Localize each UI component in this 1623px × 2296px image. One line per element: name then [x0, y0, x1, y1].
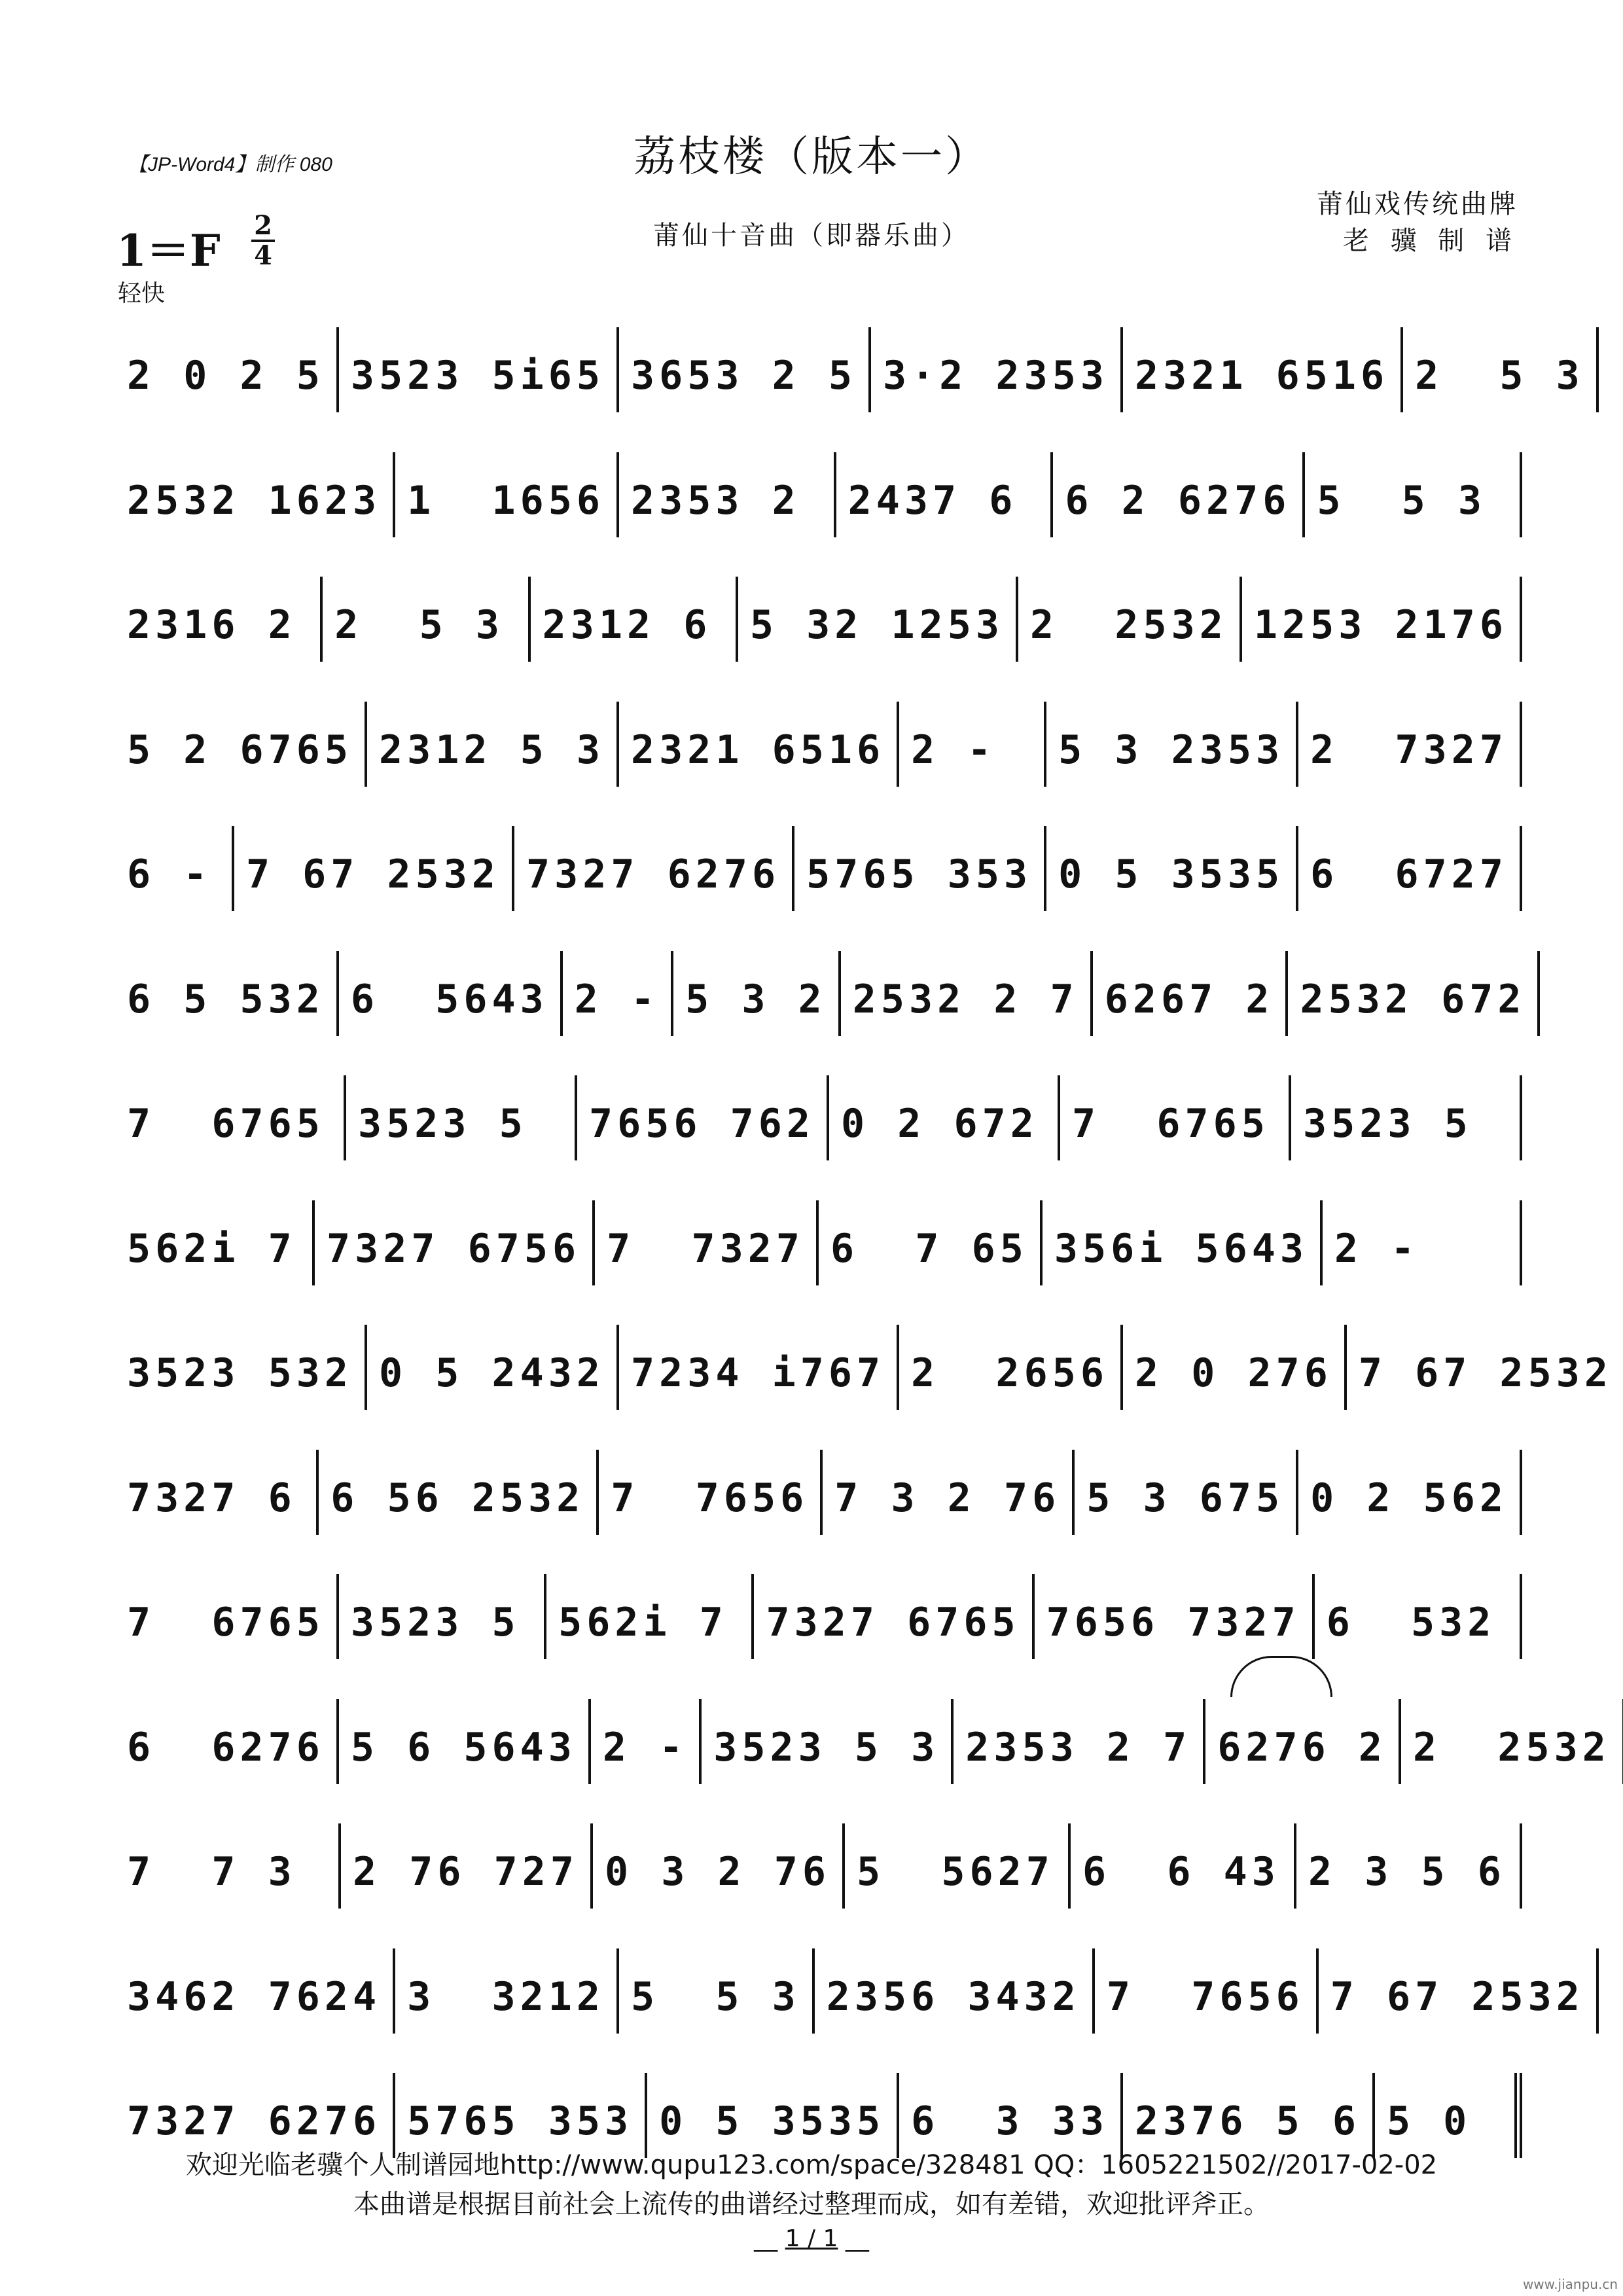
measure-notes: 3·2 2353: [882, 353, 1109, 399]
measure: [591, 1699, 702, 1784]
origin-label: 莆仙戏传统曲牌: [1317, 189, 1518, 219]
stamp-label: 【JP-Word4】制作 080: [128, 154, 332, 175]
measure-notes: 7 67 2532: [1330, 1973, 1584, 2020]
measure-notes: 5 6 5643: [350, 1724, 577, 1770]
score-row: [115, 1948, 1584, 2073]
measure-notes: 3523 5: [358, 1101, 527, 1147]
measure: [115, 327, 339, 412]
measure: [115, 1450, 319, 1535]
measure-notes: 2321 6516: [1134, 353, 1389, 399]
measure: [395, 452, 619, 537]
measure-notes: 7 67 2532: [1358, 1350, 1613, 1396]
measure: [563, 951, 673, 1036]
measure-notes: 6 5643: [350, 976, 548, 1022]
measure: [1291, 1075, 1522, 1160]
measure: [738, 577, 1018, 662]
measure: [115, 951, 339, 1036]
measure: [1296, 1823, 1522, 1909]
measure: [619, 327, 871, 412]
measure-notes: 2312 5 3: [378, 726, 605, 773]
score-row: [115, 1823, 1522, 1948]
measure-notes: 6 56 2532: [330, 1475, 585, 1521]
measure: [1123, 327, 1403, 412]
measure-notes: 2 7327: [1310, 726, 1508, 773]
measure: [395, 1948, 619, 2034]
measure: [319, 1450, 599, 1535]
measure-notes: 2 -: [911, 726, 996, 773]
measure: [346, 1075, 577, 1160]
measure: [339, 327, 619, 412]
measure-notes: 7 6765: [127, 1600, 325, 1645]
measure-notes: 7 7656: [1106, 1973, 1304, 2020]
measure: [1093, 951, 1289, 1036]
measure: [619, 1325, 899, 1410]
time-signature: [251, 210, 275, 271]
measure: [599, 1450, 823, 1535]
measure: [899, 1325, 1123, 1410]
measure: [841, 951, 1093, 1036]
measure: [115, 1200, 315, 1285]
measure-notes: 2 -: [574, 976, 660, 1022]
measure-notes: 6 6276: [127, 1724, 325, 1770]
measure-notes: 5 3 2: [685, 976, 827, 1022]
score-row: [115, 452, 1522, 577]
measure-notes: 2 0 276: [1134, 1350, 1332, 1396]
measure-notes: 7 3 2 76: [834, 1475, 1061, 1521]
measure-notes: 7 67 2532: [245, 852, 501, 897]
measure: [673, 951, 841, 1036]
measure: [1095, 1948, 1319, 2034]
measure-notes: 5 3 675: [1086, 1475, 1285, 1521]
measure-notes: 2532 1623: [127, 477, 382, 524]
measure: [1315, 1574, 1522, 1659]
measure-notes: 0 3 2 76: [605, 1849, 830, 1895]
footer-line-1: 欢迎光临老骥个人制谱园地http://www.qupu123.com/space/328481 QQ：1605221502//2017-02-02: [185, 2150, 1438, 2180]
measure-notes: 6 -: [127, 852, 212, 897]
measure: [871, 327, 1123, 412]
page-number: __ 1 / 1 __: [754, 2225, 869, 2252]
measure: [315, 1200, 595, 1285]
measure-notes: 0 5 2432: [378, 1350, 605, 1396]
measure: [823, 1450, 1075, 1535]
measure: [836, 452, 1054, 537]
measure: [367, 702, 619, 787]
measure-notes: 2 2532: [1030, 602, 1228, 648]
measure-notes: 2 -: [1334, 1225, 1419, 1272]
footer-line-2: 本曲谱是根据目前社会上流传的曲谱经过整理而成，如有差错，欢迎批评斧正。: [353, 2189, 1270, 2219]
measure: [1305, 452, 1522, 537]
measure-notes: 7327 6756: [327, 1225, 581, 1272]
measure: [593, 1823, 845, 1909]
measure: [1035, 1574, 1315, 1659]
page-number-text: 1 / 1: [785, 2225, 838, 2252]
measure: [619, 1948, 815, 2034]
measure: [1046, 826, 1298, 911]
score: [115, 327, 1613, 2198]
measure: [1298, 1450, 1522, 1535]
measure-notes: 7327 6765: [766, 1600, 1020, 1645]
measure-notes: 3462 7624: [127, 1973, 382, 2020]
measure: [234, 826, 514, 911]
measure-notes: 7 7327: [607, 1225, 804, 1272]
measure-notes: 7234 i767: [630, 1350, 885, 1396]
measure-notes: 2 0 2 5: [127, 353, 325, 399]
measure-notes: 6 7 65: [830, 1225, 1028, 1272]
measure-notes: 3523 5 3: [713, 1724, 940, 1770]
measure-notes: 7 6765: [1071, 1101, 1270, 1147]
measure-notes: 2 76 727: [353, 1849, 579, 1895]
measure: [367, 1325, 619, 1410]
measure-notes: 7327 6276: [127, 2098, 382, 2144]
measure-notes: 2353 2: [630, 477, 800, 524]
measure: [619, 702, 899, 787]
measure-notes: 5 2 6765: [127, 726, 353, 773]
measure-notes: 1 1656: [407, 477, 605, 524]
measure-notes: 7 7 3: [127, 1849, 296, 1895]
measure: [1298, 702, 1522, 787]
measure: [115, 1948, 395, 2034]
measure-notes: 5 32 1253: [749, 602, 1004, 648]
measure-notes: 0 5 3535: [659, 2098, 885, 2144]
measure: [339, 1574, 546, 1659]
measure-notes: 2321 6516: [630, 726, 885, 773]
measure-notes: 3523 5: [1302, 1101, 1472, 1147]
measure: [899, 702, 1046, 787]
score-row: [115, 1200, 1522, 1325]
measure-notes: 7 7656: [611, 1475, 809, 1521]
measure: [1075, 1450, 1298, 1535]
measure-notes: 562i 7: [127, 1225, 296, 1272]
watermark: www.jianpu.cn: [1522, 2276, 1618, 2292]
measure-notes: 5 5 3: [630, 1973, 800, 2020]
measure: [1323, 1200, 1522, 1285]
score-row: [115, 1450, 1522, 1575]
score-row: [115, 702, 1522, 827]
measure: [1401, 1699, 1623, 1784]
measure-notes: 6 6 43: [1082, 1849, 1280, 1895]
measure: [829, 1075, 1060, 1160]
measure: [1288, 951, 1540, 1036]
measure-notes: 3 3212: [407, 1973, 605, 2020]
measure-notes: 2376 5 6: [1134, 2098, 1361, 2144]
time-signature-denominator: 4: [254, 240, 272, 271]
measure-notes: 7656 762: [589, 1101, 815, 1147]
measure: [702, 1699, 954, 1784]
measure: [339, 951, 563, 1036]
measure: [1123, 1325, 1347, 1410]
measure-notes: 356i 5643: [1054, 1225, 1308, 1272]
measure-notes: 2532 672: [1300, 976, 1526, 1022]
measure: [1242, 577, 1522, 662]
measure: [845, 1823, 1071, 1909]
measure-notes: 0 2 562: [1310, 1475, 1508, 1521]
measure: [115, 1325, 367, 1410]
measure-notes: 6 2 6276: [1065, 477, 1291, 524]
measure: [115, 1823, 341, 1909]
measure-notes: 2 5 3: [334, 602, 505, 648]
measure: [115, 577, 323, 662]
page-subtitle: 莆仙十音曲（即器乐曲）: [653, 221, 970, 251]
measure: [115, 1075, 346, 1160]
measure: [1053, 452, 1305, 537]
measure: [1205, 1699, 1401, 1784]
measure-notes: 2 3 5 6: [1308, 1849, 1506, 1895]
measure-notes: 0 2 672: [840, 1101, 1039, 1147]
measure: [1060, 1075, 1291, 1160]
measure: [1046, 702, 1298, 787]
score-row: [115, 327, 1584, 452]
measure: [815, 1948, 1095, 2034]
measure-notes: 6267 2: [1104, 976, 1274, 1022]
measure: [531, 577, 738, 662]
measure-notes: 6276 2: [1217, 1724, 1387, 1770]
measure-notes: 7327 6: [127, 1475, 296, 1521]
measure-notes: 2 5 3: [1415, 353, 1584, 399]
time-signature-numerator: 2: [254, 210, 272, 241]
measure-notes: 2356 3432: [826, 1973, 1080, 2020]
measure-notes: 3653 2 5: [630, 353, 857, 399]
score-row: [115, 1075, 1522, 1200]
measure: [794, 826, 1046, 911]
measure: [754, 1574, 1034, 1659]
measure-notes: 6 3 33: [911, 2098, 1109, 2144]
measure: [115, 826, 234, 911]
measure-notes: 2437 6: [847, 477, 1018, 524]
measure: [115, 452, 395, 537]
measure: [619, 452, 836, 537]
measure: [323, 577, 530, 662]
score-row: [115, 577, 1522, 702]
measure-notes: 7327 6276: [526, 852, 781, 897]
measure-notes: 5 0: [1386, 2098, 1472, 2144]
measure: [115, 702, 367, 787]
measure: [1347, 1325, 1623, 1410]
score-row: [115, 951, 1526, 1076]
arranger-label: 老 骥 制 谱: [1342, 226, 1518, 256]
measure-notes: 6 5 532: [127, 976, 325, 1022]
key-signature: 1＝F: [116, 225, 221, 276]
measure: [339, 1699, 591, 1784]
measure-notes: 3523 5i65: [350, 353, 605, 399]
measure-notes: 5 3 2353: [1058, 726, 1285, 773]
measure-notes: 2 2532: [1412, 1724, 1611, 1770]
measure: [819, 1200, 1043, 1285]
score-row: [115, 1699, 1611, 1824]
measure-notes: 6 532: [1326, 1600, 1496, 1645]
measure-notes: 6 6727: [1310, 852, 1508, 897]
measure: [577, 1075, 829, 1160]
measure-notes: 5 5627: [856, 1849, 1054, 1895]
measure-notes: 0 5 3535: [1058, 852, 1285, 897]
measure: [546, 1574, 754, 1659]
measure-notes: 2 -: [602, 1724, 688, 1770]
measure-notes: 7 6765: [127, 1101, 325, 1147]
tempo-marking: 轻快: [118, 280, 166, 307]
measure-notes: 562i 7: [558, 1600, 728, 1645]
measure: [115, 1699, 339, 1784]
measure-notes: 1253 2176: [1253, 602, 1508, 648]
measure: [1319, 1948, 1599, 2034]
page-title: 荔枝楼（版本一）: [633, 133, 990, 181]
score-row: [115, 826, 1522, 951]
measure-notes: 5765 353: [407, 2098, 633, 2144]
measure: [115, 1574, 339, 1659]
measure: [514, 826, 794, 911]
measure-notes: 5 5 3: [1317, 477, 1487, 524]
measure: [1298, 826, 1522, 911]
measure: [1071, 1823, 1296, 1909]
measure-notes: 2353 2 7: [965, 1724, 1192, 1770]
measure-notes: 7656 7327: [1046, 1600, 1300, 1645]
measure-notes: 3523 5: [350, 1600, 520, 1645]
measure-notes: 3523 532: [127, 1350, 353, 1396]
measure: [1043, 1200, 1323, 1285]
measure: [1018, 577, 1242, 662]
measure: [595, 1200, 819, 1285]
measure-notes: 2 2656: [911, 1350, 1109, 1396]
measure-notes: 2312 6: [542, 602, 712, 648]
score-row: [115, 1325, 1613, 1450]
measure-notes: 5765 353: [806, 852, 1033, 897]
measure: [1403, 327, 1599, 412]
measure: [954, 1699, 1205, 1784]
measure: [341, 1823, 593, 1909]
measure-notes: 2532 2 7: [852, 976, 1079, 1022]
measure-notes: 2316 2: [127, 602, 296, 648]
